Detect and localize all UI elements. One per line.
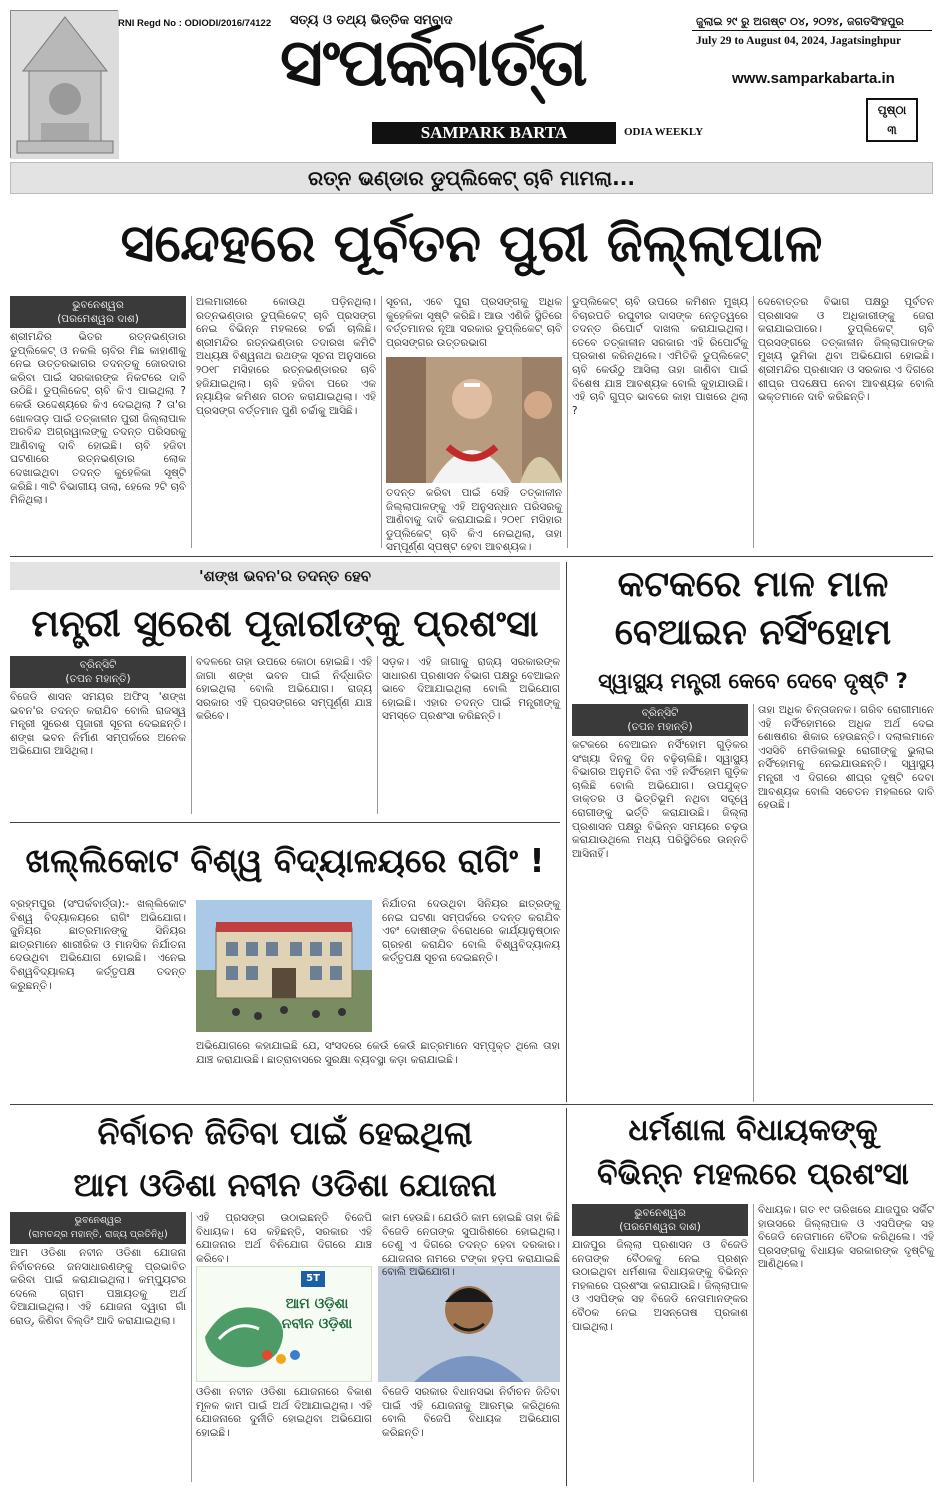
scheme-text-3: କାମ ହେଉଛି। ଯେଉଁଠି କାମ ହୋଇଛି ତାହା କିଛି ବିଜେଡି ନେତାଙ୍କ ସୁପାରିଶରେ ହୋଇଥିଲା। ତେଣୁ ଏ ଦିଗରେ ତଦନ୍ତ ହେବା ଦରକାର। ଯୋଜନାର ନାମରେ ଟଙ୍କା ହଡ଼ପ କରାଯାଇଛି ବୋଲି ଅଭିଯୋଗ। xyxy=(382,1212,560,1279)
mla-column-2 xyxy=(758,1204,934,1482)
mla-byline xyxy=(572,1204,748,1236)
lead-column-3-top xyxy=(386,296,562,354)
person-photo-icon xyxy=(386,357,562,483)
mla-column-1 xyxy=(572,1204,748,1482)
date-english: July 29 to August 04, 2024, Jagatsinghpur xyxy=(696,35,902,47)
masthead xyxy=(0,0,945,158)
ragging-text-1: ବ୍ରହ୍ମପୁର (ସଂପର୍କବାର୍ତ୍ତା):- ଖଲ୍ଲିକୋଟ ବିଶ୍ୱ ବିଦ୍ୟାଳୟରେ ରାଗିଂ ଅଭିଯୋଗ। ଜୁନିୟର ଛାତ୍ରମାନଙ୍କୁ ସିନିୟର ଛାତ୍ରମାନେ ଶାରୀରିକ ଓ ମାନସିକ ନିର୍ଯାତନା ଦେଉଥିବା ଅଭିଯୋଗ ହୋଇଛି। ଏନେଇ ବିଶ୍ୱବିଦ୍ୟାଳୟ କର୍ତ୍ତୃପକ୍ଷ ତଦନ୍ତ କରୁଛନ୍ତି। xyxy=(10,898,186,992)
mla-headline-line-1: ଧର୍ମଶାଳା ବିଧାୟକଙ୍କୁ xyxy=(628,1113,878,1148)
lead-text-4: ଡୁପ୍ଲିକେଟ୍ ଚାବି ଉପରେ କମିଶନ ମୁଖ୍ୟ ବିଚାରପତି ରଘୁବୀର ଦାସଙ୍କ ନେତୃତ୍ୱରେ ତଦନ୍ତ ରିପୋର୍ଟ ଦାଖଲ କରାଯାଇଥିଲା। ତେବେ ତତ୍କାଳୀନ ସରକାର ଏହି ରିପୋର୍ଟକୁ ପ୍ରକାଶ କରିନଥିଲେ। ଏମିତିକି ଡୁପ୍ଲିକେଟ୍ ଚାବି କେଉଁଠୁ ଆସିଲା ତାହା ଜାଣିବା ପାଇଁ ବିଶେଷ ଯାଞ୍ଚ ଆବଶ୍ୟକ ବୋଲି କୁହାଯାଉଛି। ଏହି ଚାବି ଗୁପ୍ତ ଭାବରେ କାହା ପାଖରେ ଥିଲା ? xyxy=(572,296,748,417)
mla-portrait-photo xyxy=(378,1266,560,1382)
lead-headline: ସନ୍ଦେହରେ ପୂର୍ବତନ ପୁରୀ ଜିଲ୍ଲାପାଳ xyxy=(120,214,823,274)
person-photo-icon xyxy=(378,1266,560,1382)
scheme-text-1: ଆମ ଓଡିଶା ନବୀନ ଓଡିଶା ଯୋଜନା ନିର୍ବାଚନରେ ଜନସାଧାରଣଙ୍କୁ ପ୍ରଭାବିତ କରିବା ପାଇଁ କରାଯାଇଥିଲା। କମ୍ପ୍ୟୁଟର ଦେଲେ ଗ୍ରାମ ପଞ୍ଚାୟତକୁ ଅର୍ଥ ଦିଆଯାଇଥିଲା। ଏହି ଯୋଜନା ଦ୍ୱାରା ଗାଁ ରୋଡ୍, କିଣିବା ବିଲ୍ଡିଂ ଆଦି କରାଯାଇଥିଲା। xyxy=(10,1247,186,1327)
ragging-column-2 xyxy=(382,898,560,1038)
column-divider xyxy=(191,656,192,814)
nursing-headline-line-1: କଟକରେ ମାଳ ମାଳ xyxy=(617,564,889,605)
ragging-headline: ଖଲ୍ଲିକୋଟ ବିଶ୍ୱ ବିଦ୍ୟାଳୟରେ ରାଗିଂ ! xyxy=(25,841,545,880)
lead-text-3-bottom: ତଦନ୍ତ କରିବା ପାଇଁ ସେହି ତତ୍କାଳୀନ ଜିଲ୍ଲାପାଳଙ୍କୁ ଏହି ଅନୁସନ୍ଧାନ ପରିସରକୁ ଆଣିବାକୁ ଦାବି କରାଯାଇଛି। ୨୦୧୮ ମସିହାର ଡୁପ୍ଲିକେଟ୍ ଚାବି କିଏ ନେଇଥିଲା, ତାହା ସମ୍ପୂର୍ଣ୍ଣ ସ୍ପଷ୍ଟ ହେବା ଆବଶ୍ୟକ। xyxy=(386,487,562,554)
lead-byline-author: (ପରମେଶ୍ୱର ଦାଶ) xyxy=(57,313,139,325)
lead-text-2: ଅଲମାରୀରେ କୋଉଥି ପଡ଼ିନଥିଲା। ରତ୍ନଭଣ୍ଡାର ଡୁପ୍ଲିକେଟ୍ ଚାବି ପ୍ରସଙ୍ଗ ନେଇ ବିଭିନ୍ନ ମହଲରେ ଚର୍ଚ୍ଚା ଚାଲିଛି। ଶ୍ରୀମନ୍ଦିର ରତ୍ନଭଣ୍ଡାର ତଦାରଖ କମିଟି ଅଧ୍ୟକ୍ଷ ବିଶ୍ୱନାଥ ରଥଙ୍କ ସୂଚନା ଅନୁସାରେ ୨୦୧୮ ମସିହାରେ ରତ୍ନଭଣ୍ଡାରର ଚାବି ହଜିଯାଇଥିଲା। ଚାବି ହଜିବା ପରେ ଏକ ନ୍ୟାୟିକ କମିଶନ ଗଠନ କରାଯାଇଥିଲା। ଏହି ପ୍ରସଙ୍ଗ ବର୍ତ୍ତମାନ ପୁଣି ଚର୍ଚ୍ଚାକୁ ଆସିଛି। xyxy=(196,296,376,417)
section-divider-vertical xyxy=(566,1108,567,1486)
lead-text-5: ଦେବୋତ୍ତର ବିଭାଗ ପକ୍ଷରୁ ପୂର୍ବତନ ପ୍ରଶାସକ ଓ ଅଧିକାରୀଙ୍କୁ ଜେରା କରାଯାଇପାରେ। ଡୁପ୍ଲିକେଟ୍ ଚାବି ପ୍ରସଙ୍ଗରେ ତତ୍କାଳୀନ ଜିଲ୍ଲାପାଳଙ୍କ ମୁଖ୍ୟ ଭୂମିକା ଥିବା ଅଭିଯୋଗ ହୋଇଛି। ଶ୍ରୀମନ୍ଦିର ପ୍ରଶାସନ ଓ ସରକାର ଏ ଦିଗରେ ଶୀଘ୍ର ପଦକ୍ଷେପ ନେବା ଆବଶ୍ୟକ ବୋଲି ଭକ୍ତମାନେ ଦାବି କରିଛନ୍ତି। xyxy=(758,296,934,404)
university-building-icon xyxy=(196,900,372,1032)
university-photo xyxy=(196,900,372,1032)
nursing-text-2: ତାହା ଅଧିକ ଚିନ୍ତାଜନକ। ଗରିବ ରୋଗୀମାନେ ଏହି ନର୍ସିଂହୋମରେ ଅଧିକ ଅର୍ଥ ଦେଇ ଶୋଷଣର ଶିକାର ହେଉଛନ୍ତି। ଦଲାଲମାନେ ଏସସିବି ମେଡିକାଲରୁ ରୋଗୀଙ୍କୁ ଭୁଲାଇ ନର୍ସିଂହୋମକୁ ନେଇଯାଉଛନ୍ତି। ସ୍ୱାସ୍ଥ୍ୟ ମନ୍ତ୍ରୀ ଏ ଦିଗରେ ଶୀଘ୍ର ଦୃଷ୍ଟି ଦେବା ଆବଶ୍ୟକ ବୋଲି ସଚେତନ ମହଲରେ ଦାବି ହେଉଛି। xyxy=(758,704,934,812)
scheme-byline-author: (ରାମଚନ୍ଦ୍ର ମହାନ୍ତି, ରାଜ୍ୟ ପ୍ରତିନିଧି) xyxy=(28,1229,168,1240)
nursing-text-1: କଟକରେ ବେଆଇନ ନର୍ସିଂହୋମ ଗୁଡ଼ିକର ସଂଖ୍ୟା ଦିନକୁ ଦିନ ବଢ଼ିଚାଲିଛି। ସ୍ୱାସ୍ଥ୍ୟ ବିଭାଗର ଅନୁମତି ବିନା ଏହି ନର୍ସିଂହୋମ ଗୁଡ଼ିକ ଚାଲିଛି ବୋଲି ଅଭିଯୋଗ। ଉପଯୁକ୍ତ ଡାକ୍ତର ଓ ଭିତ୍ତିଭୂମି ନଥିବା ସତ୍ତ୍ୱେ ରୋଗୀଙ୍କୁ ଭର୍ତ୍ତି କରାଯାଉଛି। ଜିଲ୍ଲା ପ୍ରଶାସନ ପକ୍ଷରୁ ବିଭିନ୍ନ ସମୟରେ ଚଢ଼ଉ କରାଯାଉଥିଲେ ମଧ୍ୟ ପରିସ୍ଥିତିରେ ଉନ୍ନତି ଆସିନାହିଁ। xyxy=(572,739,748,860)
scheme-column-3-top xyxy=(382,1212,560,1279)
mla-headline-line-2: ବିଭିନ୍ନ ମହଲରେ ପ୍ରଶଂସା xyxy=(597,1157,909,1192)
minister-byline-place: ବ୍ରିନ୍‌ସିଟି xyxy=(79,659,117,671)
lead-column-3-bottom xyxy=(386,487,562,554)
logo-english: SAMPARK BARTA xyxy=(372,122,616,144)
temple-illustration xyxy=(10,10,118,158)
scheme-column-3-bottom xyxy=(382,1386,560,1482)
section-divider xyxy=(10,1104,933,1105)
page-number: ୩ xyxy=(887,123,897,137)
scheme-text-2-top: ଏହି ପ୍ରସଙ୍ଗ ଉଠାଇଛନ୍ତି ବିଜେପି ବିଧାୟକ। ସେ କହିଛନ୍ତି, ସରକାର ଏହି ଯୋଜନାର ଅର୍ଥ ବିନିଯୋଗ ଦିଗରେ ଯାଞ୍ଚ କରିବେ। xyxy=(196,1212,372,1265)
nursing-byline-author: (ତପନ ମହାନ୍ତି) xyxy=(627,721,693,733)
mla-byline-author: (ପରମେଶ୍ୱର ଦାଶ) xyxy=(619,1221,701,1233)
mla-text-2: ବିଧାୟକ। ଗତ ୧୯ ତାରିଖରେ ଯାଜପୁର ସର୍କିଟ ହାଉସରେ ଜିଲ୍ଲାପାଳ ଓ ଏସପିଙ୍କ ସହ ବିଜେଡି ନେତାମାନେ ବୈଠକ କରିଥିଲେ। ଏହି ପ୍ରସଙ୍ଗକୁ ବିଧାୟକ ସରକାରଙ୍କ ଦୃଷ୍ଟିକୁ ଆଣିଥିଲେ। xyxy=(758,1204,934,1271)
page-number-box xyxy=(866,98,918,142)
minister-byline xyxy=(10,656,186,688)
column-divider xyxy=(753,1204,754,1482)
minister-text-1: ବିଜେଡି ଶାସନ ସମୟର ଅଫିସ୍ 'ଶଙ୍ଖ ଭବନ'ର ତଦନ୍ତ କରାଯିବ ବୋଲି ରାଜସ୍ୱ ମନ୍ତ୍ରୀ ସୁରେଶ ପୂଜାରୀ ସୂଚନା ଦେଇଛନ୍ତି। ଶଙ୍ଖ ଭବନ ନିର୍ମାଣ ସମ୍ପର୍କରେ ଅନେକ ଅଭିଯୋଗ ଆସିଥିଲା। xyxy=(10,691,186,758)
column-divider xyxy=(753,704,754,1102)
section-divider xyxy=(10,822,560,823)
scheme-advert xyxy=(196,1266,372,1382)
column-divider xyxy=(377,656,378,814)
column-divider xyxy=(191,296,192,548)
mla-text-1: ଯାଜପୁର ଜିଲ୍ଲା ପ୍ରଶାସନ ଓ ବିଜେଡି ନେତାଙ୍କ ବୈଠକକୁ ନେଇ ପ୍ରଶ୍ନ ଉଠାଇଥିବା ଧର୍ମଶାଳା ବିଧାୟକଙ୍କୁ ବିଭିନ୍ନ ମହଲରେ ପ୍ରଶଂସା କରାଯାଉଛି। ଜିଲ୍ଲାପାଳ ଓ ଏସପିଙ୍କ ସହ ବିଜେଡି ନେତାମାନଙ୍କର ବୈଠକ ନେଇ ଅସନ୍ତୋଷ ପ୍ରକାଶ ପାଇଥିଲା। xyxy=(572,1239,748,1333)
column-divider xyxy=(191,1212,192,1482)
lead-column-5 xyxy=(758,296,934,548)
lead-text-3-top: ସୂଚନା, ଏବେ ପୁରା ପ୍ରସଙ୍ଗକୁ ଅଧିକ କୁହେଳିକା ସୃଷ୍ଟି କରିଛି। ଆଉ ଏଣିକି ସ୍ଥିତିରେ ବର୍ତ୍ତମାନର ନୂଆ ସରକାର ଡୁପ୍ଲିକେଟ୍ ଚାବି ପ୍ରସଙ୍ଗର ଉତ୍ତରଭାଗ xyxy=(386,296,562,349)
lead-column-4 xyxy=(572,296,748,548)
minister-column-2 xyxy=(196,656,372,814)
minister-column-1 xyxy=(10,656,186,814)
scheme-headline-line-2: ଆମ ଓଡିଶା ନବୀନ ଓଡିଶା ଯୋଜନା xyxy=(73,1166,497,1204)
temple-icon xyxy=(11,11,119,159)
lead-photo xyxy=(386,357,562,483)
scheme-byline xyxy=(10,1212,186,1244)
scheme-text-2-bottom: ଓଡିଶା ନବୀନ ଓଡିଶା ଯୋଜନାରେ ବିକାଶ ମୂଳକ କାମ ପାଇଁ ଅର୍ଥ ଦିଆଯାଇଥିଲା। ଏହି ଯୋଜନାରେ ଦୁର୍ନୀତି ହୋଇଥିବା ଅଭିଯୋଗ ହୋଇଛି। xyxy=(196,1386,372,1439)
website-link[interactable]: www.samparkabarta.in xyxy=(732,70,895,87)
ragging-column-1 xyxy=(10,898,186,1098)
column-divider xyxy=(753,296,754,548)
lead-byline xyxy=(10,296,186,328)
ragging-text-2: ନିର୍ଯାତନା ଦେଉଥିବା ସିନିୟର ଛାତ୍ରଙ୍କୁ ନେଇ ଘଟଣା ସମ୍ପର୍କରେ ତଦନ୍ତ କରାଯିବ ଏବଂ ଦୋଷୀଙ୍କ ବିରୋଧରେ କାର୍ଯ୍ୟାନୁଷ୍ଠାନ ଗ୍ରହଣ କରାଯିବ ବୋଲି ବିଶ୍ୱବିଦ୍ୟାଳୟ କର୍ତ୍ତୃପକ୍ଷ ସୂଚନା ଦେଇଛନ୍ତି। xyxy=(382,898,560,965)
lead-text-1: ଶ୍ରୀମନ୍ଦିର ଭିତର ରତ୍ନଭଣ୍ଡାର ଡୁପ୍ଲିକେଟ୍ ଓ ନକଲି ଚାବିର ମିଛ କାହାଣୀକୁ ନେଇ ଉତ୍ତରଭାଗର ତଦନ୍ତକୁ ଜୋରଦାର କରିବା ପାଇଁ ସରକାରଙ୍କ ନିକଟରେ ଦାବି ଉଠିଛି। ଡୁପ୍ଲିକେଟ୍ ଚାବି କିଏ ପାଇଥିଲା ? କେଉଁ ଉଦ୍ଦେଶ୍ୟରେ କିଏ ଦେଇଥିଲା ? ତା'ର ଖୋଳତାଡ଼ ପାଇଁ ତତ୍କାଳୀନ ପୁରୀ ଜିଲ୍ଲାପାଳ ଅରବିନ୍ଦ ଅଗ୍ରୱାଲଙ୍କୁ ତଦନ୍ତ ପରିସରକୁ ଆଣିବାକୁ ଦାବି ହୋଇଛି। ଚାବି ହଜିବା ଘଟଣାରେ ରତ୍ନଭଣ୍ଡାର ଲୋକ ଦେଖାଇଥିବା ତଦନ୍ତ କୁହେଳିକା ସୃଷ୍ଟି କରିଛି। ୩ଟି ବିଭାଗୀୟ ତାଲା, ହେଲେ ୨ଟି ଚାବି ମିଳିଥିଲା। xyxy=(10,331,186,507)
nursing-byline xyxy=(572,704,748,736)
minister-text-3: ସଡ଼କ। ଏହି ଜାଗାକୁ ରାଜ୍ୟ ସରକାରଙ୍କ ସାଧାରଣ ପ୍ରଶାସନ ବିଭାଗ ପକ୍ଷରୁ ବେଆଇନ ଭାବେ ଦିଆଯାଇଥିଲା ବୋଲି ଅଭିଯୋଗ ହୋଇଛି। ଏହାର ତଦନ୍ତ ପାଇଁ ମନ୍ତ୍ରୀଙ୍କୁ ସମସ୍ତେ ପ୍ରଶଂସା କରିଛନ୍ତି। xyxy=(382,656,560,723)
scheme-column-2-top xyxy=(196,1212,372,1265)
minister-headline: ମନ୍ତ୍ରୀ ସୁରେଶ ପୂଜାରୀଙ୍କୁ ପ୍ରଶଂସା xyxy=(31,602,539,645)
lead-byline-place: ଭୁବନେଶ୍ୱର xyxy=(72,299,124,311)
minister-kicker: 'ଶଙ୍ଖ ଭବନ'ର ତଦନ୍ତ ହେବ xyxy=(10,562,560,590)
section-divider-vertical xyxy=(566,562,567,1102)
ragging-text-3: ଅଭିଯୋଗରେ କହାଯାଇଛି ଯେ, ସଂସଦରେ କେଉଁ କେଉଁ ଛାତ୍ରମାନେ ସମ୍ପୃକ୍ତ ଥିଲେ ତାହା ଯାଞ୍ଚ କରାଯାଉଛି। ଛାତ୍ରାବାସରେ ସୁରକ୍ଷା ବ୍ୟବସ୍ଥା କଡ଼ା କରାଯାଇଛି। xyxy=(196,1040,560,1066)
mla-byline-place: ଭୁବନେଶ୍ୱର xyxy=(634,1207,686,1219)
advert-title-line-1: ଆମ ଓଡ଼ିଶା xyxy=(285,1296,349,1312)
nursing-column-1 xyxy=(572,704,748,1102)
column-divider xyxy=(381,296,382,548)
section-divider xyxy=(10,556,933,557)
page-label: ପୃଷ୍ଠା xyxy=(877,103,907,117)
weekly-label: ODIA WEEKLY xyxy=(624,126,704,138)
nursing-byline-place: ବ୍ରିନ୍‌ସିଟି xyxy=(641,707,679,719)
lead-column-1 xyxy=(10,296,186,548)
scheme-byline-place: ଭୁବନେଶ୍ୱର xyxy=(74,1215,122,1226)
minister-text-2: ବଦଳରେ ତାହା ଉପରେ କୋଠା ହୋଇଛି। ଏହି ଜାଗା ଶଙ୍ଖ ଭବନ ପାଇଁ ନିର୍ଦ୍ଧାରିତ ହୋଇଥିଲା ବୋଲି ଅଭିଯୋଗ। ରାଜ୍ୟ ସରକାର ଏହି ପ୍ରସଙ୍ଗରେ ସମ୍ପୂର୍ଣ୍ଣ ଯାଞ୍ଚ କରିବେ। xyxy=(196,656,372,723)
minister-column-3 xyxy=(382,656,560,814)
ragging-column-3 xyxy=(196,1040,560,1098)
lead-column-2 xyxy=(196,296,376,548)
logo-odia: ସଂପର୍କବାର୍ତ୍ତା xyxy=(280,24,586,101)
tagline: ସତ୍ୟ ଓ ତଥ୍ୟ ଭିତ୍ତିକ ସମ୍ବାଦ xyxy=(290,13,453,28)
column-divider xyxy=(567,296,568,548)
5t-badge: 5T xyxy=(301,1271,325,1287)
scheme-text-3-bottom: ବିଜେଡି ସରକାର ବିଧାନସଭା ନିର୍ବାଚନ ଜିତିବା ପାଇଁ ଏହି ଯୋଜନାକୁ ଆରମ୍ଭ କରିଥିଲେ ବୋଲି ବିଜେପି ବିଧାୟକ ଅଭିଯୋଗ କରିଛନ୍ତି। xyxy=(382,1386,560,1439)
nursing-column-2 xyxy=(758,704,934,1102)
advert-title-line-2: ନବୀନ ଓଡ଼ିଶା xyxy=(281,1316,353,1332)
date-divider xyxy=(692,30,932,31)
minister-byline-author: (ତପନ ମହାନ୍ତି) xyxy=(65,673,131,685)
lead-kicker: ରତ୍ନ ଭଣ୍ଡାର ଡୁପ୍ଲିକେଟ୍ ଚାବି ମାମଲା... xyxy=(10,162,933,194)
scheme-column-2-bottom xyxy=(196,1386,372,1482)
nursing-headline-line-2: ବେଆଇନ ନର୍ସିଂହୋମ xyxy=(614,612,892,653)
scheme-column-1 xyxy=(10,1212,186,1482)
scheme-headline-line-1: ନିର୍ବାଚନ ଜିତିବା ପାଇଁ ହେଇଥିଲା xyxy=(97,1114,473,1152)
rni-number: RNI Regd No : ODIODI/2016/74122 xyxy=(118,18,272,29)
nursing-subheadline: ସ୍ୱାସ୍ଥ୍ୟ ମନ୍ତ୍ରୀ କେବେ ଦେବେ ଦୃଷ୍ଟି ? xyxy=(598,669,908,693)
date-odia: ଜୁଲାଇ ୨୯ ରୁ ଅଗଷ୍ଟ ୦୪, ୨୦୨୪, ଜଗତସିଂହପୁର xyxy=(696,15,904,28)
